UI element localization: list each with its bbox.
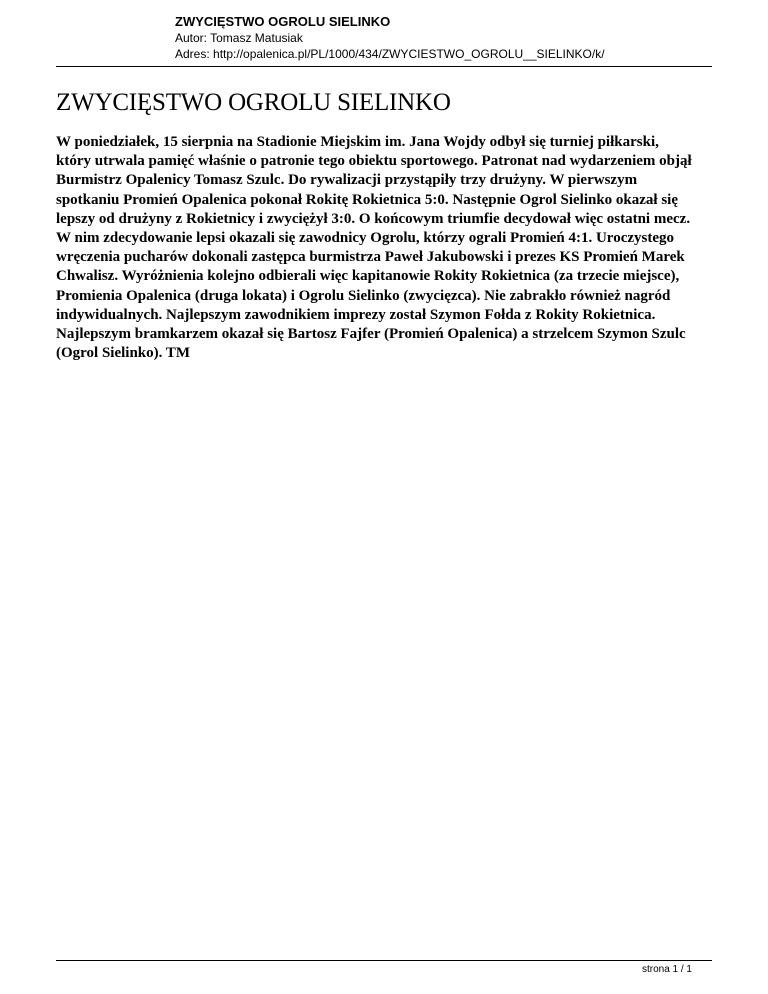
article-line: Najlepszym bramkarzem okazał się Bartosz Fajfer (Promień Opalenica) a strzelcem Szymon Szulc bbox=[56, 326, 686, 343]
article-line: indywidualnych. Najlepszym zawodnikiem imprezy został Szymon Fołda z Rokity Rokietnica. bbox=[56, 306, 656, 323]
article-line: który utrwala pamięć właśnie o patronie tego obiektu sportowego. Patronat nad wydarzeniem objął bbox=[56, 153, 692, 170]
header-divider bbox=[56, 66, 712, 67]
article-line: wręczenia pucharów dokonali zastępca burmistrza Paweł Jakubowski i prezes KS Promień Marek bbox=[56, 249, 685, 266]
footer-divider bbox=[56, 960, 712, 961]
article-body bbox=[56, 133, 716, 363]
article-line: W poniedziałek, 15 sierpnia na Stadionie Miejskim im. Jana Wojdy odbył się turniej piłkarski, bbox=[56, 134, 659, 150]
article-line: Burmistrz Opalenicy Tomasz Szulc. Do rywalizacji przystąpiły trzy drużyny. W pierwszym bbox=[56, 172, 638, 189]
header-address: Adres: http://opalenica.pl/PL/1000/434/ZWYCIESTWO_OGROLU__SIELINKO/k/ bbox=[175, 47, 605, 61]
page-number: strona 1 / 1 bbox=[641, 964, 692, 975]
article-line: Chwalisz. Wyróżnienia kolejno odbierali więc kapitanowie Rokity Rokietnica (za trzecie miejsce), bbox=[56, 268, 680, 285]
article-line: spotkaniu Promień Opalenica pokonał Rokitę Rokietnica 5:0. Następnie Ogrol Sielinko okazał się bbox=[56, 191, 679, 208]
article-line: (Ogrol Sielinko). TM bbox=[56, 345, 191, 362]
article-line: W nim zdecydowanie lepsi okazali się zawodnicy Ogrolu, którzy ograli Promień 4:1. Uroczystego bbox=[56, 230, 675, 247]
header-title: ZWYCIĘSTWO OGROLU SIELINKO bbox=[175, 14, 391, 29]
page-header bbox=[175, 14, 605, 62]
article-line: lepszy od drużyny z Rokietnicy i zwyciężył 3:0. O końcowym triumfie decydował więc ostatni mecz. bbox=[56, 210, 691, 227]
article-title: ZWYCIĘSTWO OGROLU SIELINKO bbox=[56, 89, 451, 116]
article-line: Promienia Opalenica (druga lokata) i Ogrolu Sielinko (zwycięzca). Nie zabrakło również nagród bbox=[56, 287, 671, 304]
header-author: Autor: Tomasz Matusiak bbox=[175, 31, 303, 45]
